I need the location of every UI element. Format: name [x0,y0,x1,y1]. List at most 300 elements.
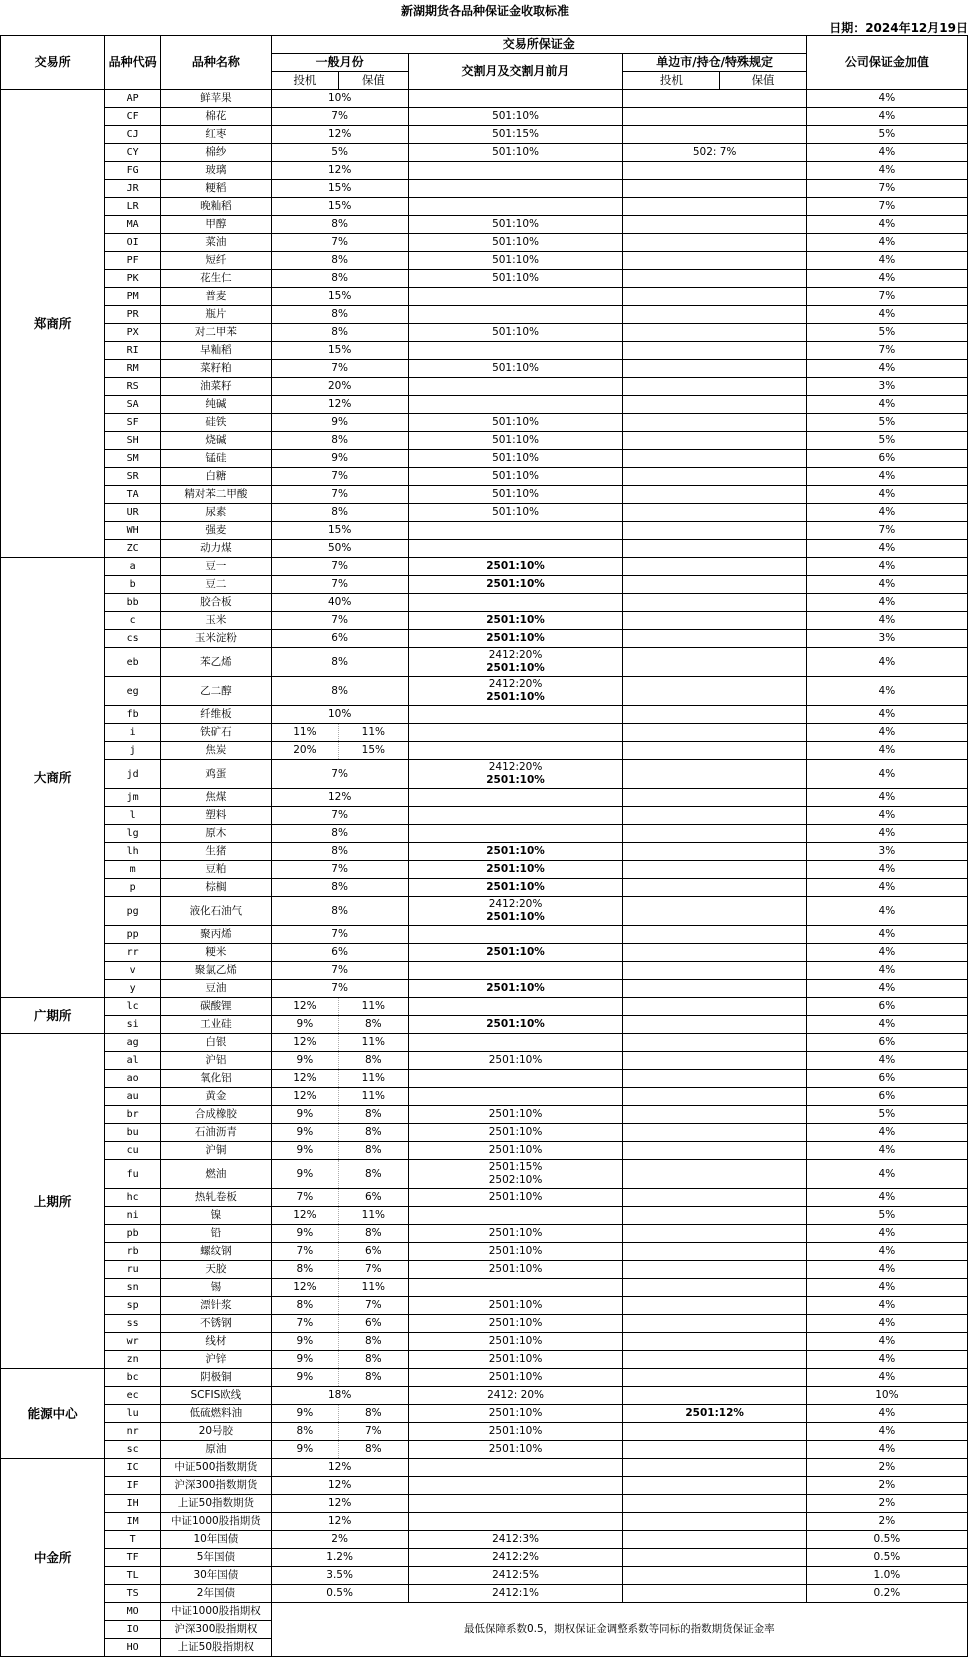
product-name: 阴极铜 [161,1369,272,1387]
delivery-margin [408,1477,623,1495]
spec-margin: 9% [271,1405,338,1423]
general-month-margin: 50% [271,540,408,558]
product-code: IC [105,1459,161,1477]
product-name: 早籼稻 [161,342,272,360]
header-hedge: 保值 [339,72,409,90]
general-month-margin: 8% [271,897,408,926]
special-margin [623,825,806,843]
table-row [1,1261,968,1279]
company-margin-add: 4% [806,306,967,324]
company-margin-add: 4% [806,1279,967,1297]
product-code: a [105,558,161,576]
spec-margin: 7% [271,1243,338,1261]
table-row [1,252,968,270]
spec-margin: 9% [271,1124,338,1142]
delivery-margin [408,540,623,558]
table-row [1,1531,968,1549]
table-row [1,612,968,630]
product-code: HO [105,1639,161,1657]
company-margin-add: 4% [806,1405,967,1423]
general-month-margin: 18% [271,1387,408,1405]
delivery-margin [408,998,623,1016]
spec-margin: 8% [271,1423,338,1441]
delivery-margin: 2501:10% [408,1405,623,1423]
product-name: 不锈钢 [161,1315,272,1333]
spec-margin: 8% [271,1261,338,1279]
special-margin [623,897,806,926]
company-margin-add: 7% [806,288,967,306]
company-margin-add: 2% [806,1495,967,1513]
general-month-margin: 12% [271,1495,408,1513]
company-margin-add: 4% [806,1369,967,1387]
product-code: j [105,742,161,760]
table-row [1,180,968,198]
product-code: l [105,807,161,825]
delivery-margin [408,1160,623,1189]
company-margin-add: 4% [806,677,967,706]
product-code: ao [105,1070,161,1088]
spec-margin: 9% [271,1369,338,1387]
spec-margin: 9% [271,1333,338,1351]
general-month-margin: 7% [271,468,408,486]
header-company-add: 公司保证金加值 [806,36,967,90]
exchange-name: 上期所 [1,1034,105,1369]
special-margin [623,879,806,897]
general-month-margin: 12% [271,396,408,414]
company-margin-add: 10% [806,1387,967,1405]
table-row [1,468,968,486]
product-code: hc [105,1189,161,1207]
table-row [1,760,968,789]
spec-margin: 12% [271,1088,338,1106]
general-month-margin: 10% [271,90,408,108]
delivery-margin [408,306,623,324]
delivery-margin: 501:15% [408,126,623,144]
exchange-name: 能源中心 [1,1369,105,1459]
delivery-margin-line-1: 2412:20% [488,761,543,773]
product-code: si [105,1016,161,1034]
company-margin-add: 3% [806,378,967,396]
delivery-margin: 501:10% [408,504,623,522]
product-code: rb [105,1243,161,1261]
table-row [1,396,968,414]
table-row [1,198,968,216]
general-month-margin: 8% [271,324,408,342]
general-month-margin: 0.5% [271,1585,408,1603]
special-margin [623,1585,806,1603]
general-month-margin: 9% [271,414,408,432]
delivery-margin: 501:10% [408,108,623,126]
product-code: cs [105,630,161,648]
product-code: SA [105,396,161,414]
company-margin-add: 4% [806,1261,967,1279]
delivery-margin-line-1: 2412:20% [488,649,543,661]
general-month-margin: 12% [271,1477,408,1495]
table-row [1,1477,968,1495]
margin-table [0,35,968,1657]
table-row [1,962,968,980]
special-margin [623,324,806,342]
product-code: zn [105,1351,161,1369]
product-name: 白糖 [161,468,272,486]
delivery-margin [408,396,623,414]
company-margin-add: 4% [806,1351,967,1369]
table-row [1,1567,968,1585]
table-row [1,270,968,288]
page-title: 新湖期货各品种保证金收取标准 [400,4,569,18]
company-margin-add: 4% [806,90,967,108]
product-name: 合成橡胶 [161,1106,272,1124]
table-row [1,504,968,522]
general-month-margin: 10% [271,706,408,724]
company-margin-add: 0.2% [806,1585,967,1603]
hedge-margin: 11% [339,724,409,742]
delivery-margin: 2501:10% [408,1052,623,1070]
product-code: wr [105,1333,161,1351]
product-name: 玻璃 [161,162,272,180]
product-name: 焦煤 [161,789,272,807]
delivery-margin [408,378,623,396]
general-month-margin: 7% [271,108,408,126]
special-margin [623,706,806,724]
delivery-margin: 2501:10% [408,861,623,879]
product-name: 5年国债 [161,1549,272,1567]
company-margin-add: 4% [806,1315,967,1333]
company-margin-add: 4% [806,1297,967,1315]
delivery-margin: 2501:10% [408,1225,623,1243]
company-margin-add: 4% [806,861,967,879]
product-code: PM [105,288,161,306]
general-month-margin: 12% [271,789,408,807]
general-month-margin: 5% [271,144,408,162]
special-margin [623,270,806,288]
delivery-margin [408,90,623,108]
product-code: PK [105,270,161,288]
product-name: 瓶片 [161,306,272,324]
table-row [1,1124,968,1142]
company-margin-add: 4% [806,648,967,677]
hedge-margin: 11% [339,1207,409,1225]
spec-margin: 9% [271,1142,338,1160]
company-margin-add: 4% [806,742,967,760]
spec-margin: 9% [271,1016,338,1034]
table-row [1,1423,968,1441]
product-name: 碳酸锂 [161,998,272,1016]
special-margin [623,522,806,540]
header-spec: 投机 [271,72,338,90]
special-margin [623,1315,806,1333]
options-note: 最低保障系数0.5，期权保证金调整系数等同标的指数期货保证金率 [271,1603,967,1657]
general-month-margin: 6% [271,630,408,648]
special-margin: 502: 7% [623,144,806,162]
general-month-margin: 9% [271,450,408,468]
product-name: 对二甲苯 [161,324,272,342]
product-code: SR [105,468,161,486]
delivery-margin: 2501:10% [408,980,623,998]
special-margin [623,962,806,980]
delivery-margin [408,342,623,360]
delivery-margin: 2501:10% [408,879,623,897]
product-name: 上证50指数期货 [161,1495,272,1513]
company-margin-add: 4% [806,1052,967,1070]
general-month-margin: 12% [271,1459,408,1477]
delivery-margin: 501:10% [408,432,623,450]
table-row [1,1088,968,1106]
product-code: rr [105,944,161,962]
special-margin [623,724,806,742]
product-code: lc [105,998,161,1016]
product-code: RS [105,378,161,396]
table-row [1,360,968,378]
table-row [1,1160,968,1189]
header-general-month: 一般月份 [271,54,408,72]
product-code: lg [105,825,161,843]
table-row [1,288,968,306]
product-code: fb [105,706,161,724]
special-margin [623,216,806,234]
header-exchange: 交易所 [1,36,105,90]
spec-margin: 9% [271,1160,338,1189]
table-row [1,342,968,360]
general-month-margin: 40% [271,594,408,612]
delivery-margin: 2412: 20% [408,1387,623,1405]
product-code: bc [105,1369,161,1387]
product-name: 白银 [161,1034,272,1052]
special-margin [623,378,806,396]
delivery-margin [408,1088,623,1106]
product-code: PX [105,324,161,342]
company-margin-add: 4% [806,1016,967,1034]
delivery-margin [408,677,623,706]
company-margin-add: 4% [806,1225,967,1243]
product-name: 热轧卷板 [161,1189,272,1207]
special-margin [623,1243,806,1261]
company-margin-add: 4% [806,108,967,126]
product-code: pg [105,897,161,926]
product-name: 普麦 [161,288,272,306]
special-margin [623,1459,806,1477]
product-code: CJ [105,126,161,144]
product-name: 纤维板 [161,706,272,724]
table-row [1,807,968,825]
product-code: v [105,962,161,980]
general-month-margin: 7% [271,962,408,980]
spec-margin: 12% [271,998,338,1016]
special-margin [623,1531,806,1549]
special-margin [623,1106,806,1124]
special-margin [623,252,806,270]
delivery-margin: 2501:10% [408,1333,623,1351]
product-name: 天胶 [161,1261,272,1279]
general-month-margin: 7% [271,926,408,944]
company-margin-add: 4% [806,234,967,252]
delivery-margin: 2501:10% [408,1441,623,1459]
special-margin [623,1477,806,1495]
special-margin [623,926,806,944]
product-code: ZC [105,540,161,558]
product-code: al [105,1052,161,1070]
table-row [1,216,968,234]
general-month-margin: 15% [271,522,408,540]
special-margin [623,576,806,594]
general-month-margin: 8% [271,843,408,861]
company-margin-add: 7% [806,180,967,198]
product-name: 晚籼稻 [161,198,272,216]
product-code: p [105,879,161,897]
product-code: i [105,724,161,742]
delivery-margin: 2501:10% [408,1423,623,1441]
special-margin [623,944,806,962]
product-name: 菜油 [161,234,272,252]
general-month-margin: 7% [271,760,408,789]
delivery-margin [408,1070,623,1088]
product-code: sn [105,1279,161,1297]
delivery-margin: 501:10% [408,252,623,270]
header-exchange-margin: 交易所保证金 [271,36,806,54]
product-name: 氧化铝 [161,1070,272,1088]
product-name: 黄金 [161,1088,272,1106]
header-spec-2: 投机 [623,72,720,90]
table-row [1,306,968,324]
table-row [1,1142,968,1160]
product-code: ec [105,1387,161,1405]
product-name: 棉纱 [161,144,272,162]
general-month-margin: 8% [271,252,408,270]
product-code: SH [105,432,161,450]
company-margin-add: 4% [806,360,967,378]
product-code: sp [105,1297,161,1315]
special-margin [623,1034,806,1052]
exchange-name: 中金所 [1,1459,105,1657]
hedge-margin: 7% [339,1423,409,1441]
product-name: 沪铜 [161,1142,272,1160]
table-row [1,1243,968,1261]
delivery-margin [408,522,623,540]
company-margin-add: 7% [806,522,967,540]
product-code: SF [105,414,161,432]
company-margin-add: 4% [806,1243,967,1261]
delivery-margin: 501:10% [408,270,623,288]
product-code: AP [105,90,161,108]
table-row [1,144,968,162]
product-name: 硅铁 [161,414,272,432]
product-name: 强麦 [161,522,272,540]
product-name: 粳米 [161,944,272,962]
delivery-margin [408,760,623,789]
delivery-margin: 501:10% [408,324,623,342]
product-code: FG [105,162,161,180]
delivery-margin [408,1459,623,1477]
table-row [1,677,968,706]
delivery-margin: 2501:10% [408,1016,623,1034]
company-margin-add: 4% [806,1189,967,1207]
general-month-margin: 1.2% [271,1549,408,1567]
special-margin [623,90,806,108]
product-name: 豆粕 [161,861,272,879]
product-name: 红枣 [161,126,272,144]
special-margin [623,432,806,450]
special-margin [623,1052,806,1070]
table-row [1,108,968,126]
company-margin-add: 4% [806,807,967,825]
special-margin [623,1369,806,1387]
delivery-margin [408,742,623,760]
delivery-margin: 501:10% [408,216,623,234]
delivery-margin: 2412:3% [408,1531,623,1549]
table-row [1,980,968,998]
company-margin-add: 4% [806,504,967,522]
delivery-margin: 2412:5% [408,1567,623,1585]
special-margin [623,1441,806,1459]
spec-margin: 12% [271,1070,338,1088]
special-margin [623,807,806,825]
product-name: 30年国债 [161,1567,272,1585]
table-row [1,1441,968,1459]
special-margin [623,998,806,1016]
company-margin-add: 4% [806,897,967,926]
product-code: IO [105,1621,161,1639]
general-month-margin: 7% [271,576,408,594]
table-row [1,1387,968,1405]
table-row [1,879,968,897]
product-name: 鸡蛋 [161,760,272,789]
table-row [1,742,968,760]
product-name: 螺纹钢 [161,1243,272,1261]
spec-margin: 9% [271,1225,338,1243]
product-name: 中证1000股指期货 [161,1513,272,1531]
product-name: 2年国债 [161,1585,272,1603]
delivery-margin-line-2: 2501:10% [486,774,545,786]
delivery-margin [408,962,623,980]
table-row [1,90,968,108]
delivery-margin: 501:10% [408,144,623,162]
product-code: eb [105,648,161,677]
special-margin [623,234,806,252]
general-month-margin: 8% [271,504,408,522]
special-margin [623,843,806,861]
special-margin [623,1423,806,1441]
special-margin [623,486,806,504]
delivery-margin [408,1513,623,1531]
product-name: 玉米 [161,612,272,630]
product-code: IF [105,1477,161,1495]
hedge-margin: 8% [339,1441,409,1459]
table-row [1,450,968,468]
table-row [1,724,968,742]
company-margin-add: 4% [806,270,967,288]
product-code: OI [105,234,161,252]
product-code: bu [105,1124,161,1142]
hedge-margin: 8% [339,1052,409,1070]
table-row [1,126,968,144]
table-row [1,1016,968,1034]
product-code: JR [105,180,161,198]
company-margin-add: 5% [806,126,967,144]
delivery-margin [408,1495,623,1513]
product-code: lu [105,1405,161,1423]
product-name: 沪深300指数期货 [161,1477,272,1495]
company-margin-add: 6% [806,998,967,1016]
general-month-margin: 6% [271,944,408,962]
table-row [1,944,968,962]
product-code: nr [105,1423,161,1441]
delivery-margin [408,648,623,677]
exchange-name: 郑商所 [1,90,105,558]
product-code: TF [105,1549,161,1567]
special-margin [623,342,806,360]
product-name: 棕榈 [161,879,272,897]
delivery-margin-line-2: 2501:10% [486,662,545,674]
